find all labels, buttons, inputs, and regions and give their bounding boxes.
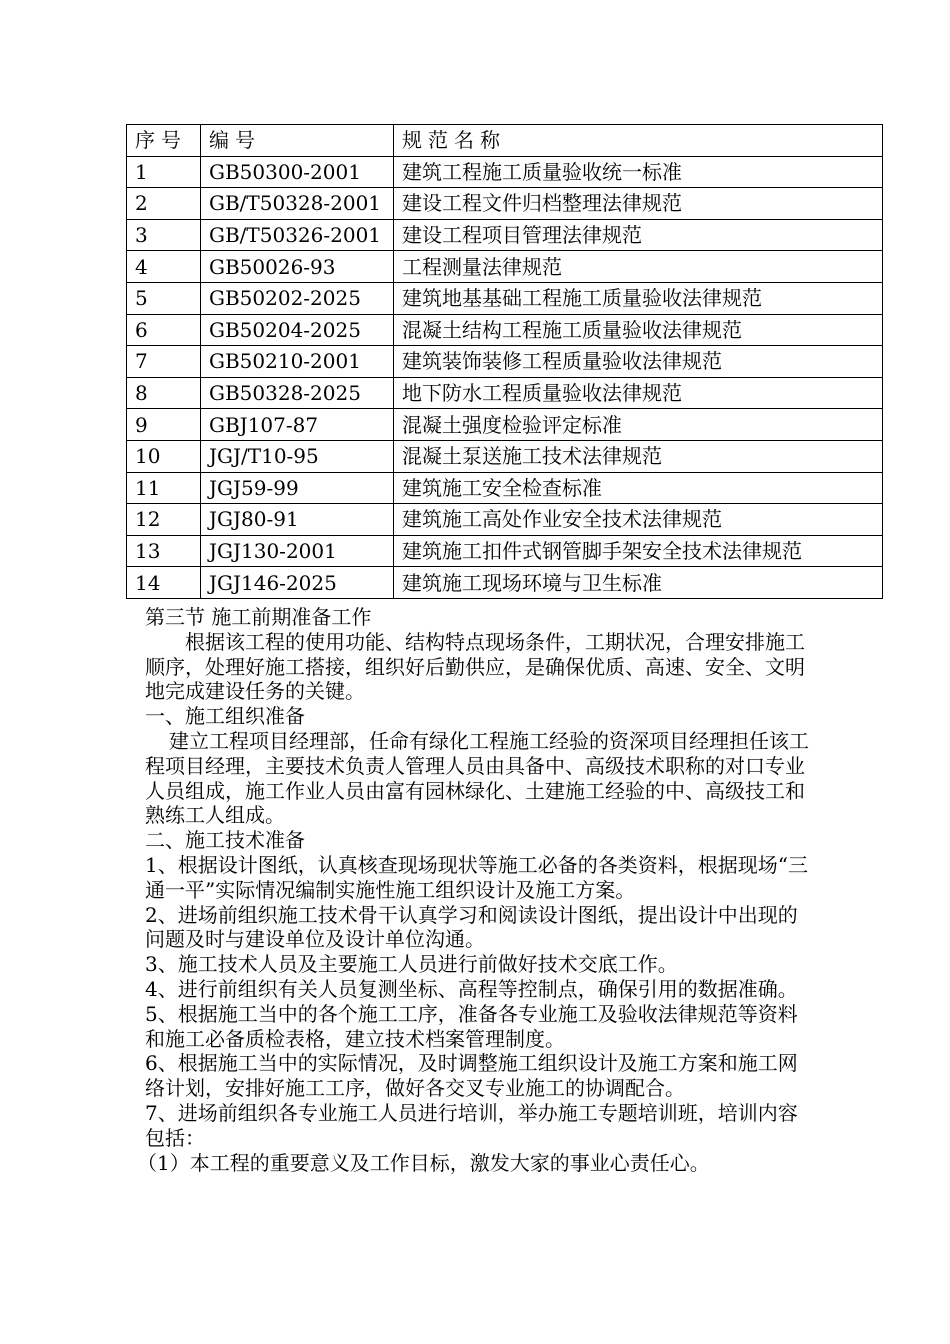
cell-name: 建筑施工高处作业安全技术法律规范 bbox=[394, 504, 883, 536]
cell-name: 建设工程文件归档整理法律规范 bbox=[394, 188, 883, 220]
cell-code: JGJ/T10-95 bbox=[201, 440, 394, 472]
cell-name: 建筑施工现场环境与卫生标准 bbox=[394, 567, 883, 599]
cell-name: 混凝土泵送施工技术法律规范 bbox=[394, 440, 883, 472]
cell-code: GB50204-2025 bbox=[201, 314, 394, 346]
cell-name: 混凝土结构工程施工质量验收法律规范 bbox=[394, 314, 883, 346]
tech-item-1: 1、根据设计图纸，认真核查现场现状等施工必备的各类资料，根据现场“三通一平”实际情况编制实施性施工组织设计及施工方案。 bbox=[145, 852, 808, 902]
header-seq: 序号 bbox=[127, 125, 201, 157]
cell-seq: 12 bbox=[127, 504, 201, 536]
table-row bbox=[127, 219, 883, 251]
table-row bbox=[127, 504, 883, 536]
tech-item-6: 6、根据施工当中的实际情况，及时调整施工组织设计及施工方案和施工网络计划，安排好施工工序，做好各交叉专业施工的协调配合。 bbox=[145, 1051, 798, 1101]
cell-code: GB/T50326-2001 bbox=[201, 219, 394, 251]
header-name: 规范名称 bbox=[394, 125, 883, 157]
cell-name: 工程测量法律规范 bbox=[394, 251, 883, 283]
cell-seq: 8 bbox=[127, 377, 201, 409]
cell-code: GB/T50328-2001 bbox=[201, 188, 394, 220]
cell-seq: 5 bbox=[127, 282, 201, 314]
cell-seq: 4 bbox=[127, 251, 201, 283]
cell-code: GB50328-2025 bbox=[201, 377, 394, 409]
table-row bbox=[127, 567, 883, 599]
section-body bbox=[137, 605, 815, 1175]
table-row bbox=[127, 472, 883, 504]
table-row bbox=[127, 535, 883, 567]
table-row bbox=[127, 377, 883, 409]
table-header-row bbox=[127, 125, 883, 157]
tech-item-3: 3、施工技术人员及主要施工人员进行前做好技术交底工作。 bbox=[145, 952, 678, 977]
cell-code: JGJ146-2025 bbox=[201, 567, 394, 599]
training-sub-item: （1）本工程的重要意义及工作目标，激发大家的事业心责任心。 bbox=[137, 1150, 710, 1175]
cell-seq: 11 bbox=[127, 472, 201, 504]
table-row bbox=[127, 251, 883, 283]
org-paragraph: 建立工程项目经理部，任命有绿化工程施工经验的资深项目经理担任该工程项目经理，主要技术负责人管理人员由具备中、高级技术职称的对口专业人员组成，施工作业人员由富有园林绿化、土建施工经验的中、高级技工和熟练工人组成。 bbox=[145, 728, 809, 828]
section-title: 第三节 施工前期准备工作 bbox=[145, 605, 372, 629]
tech-item-4: 4、进行前组织有关人员复测坐标、高程等控制点，确保引用的数据准确。 bbox=[145, 976, 798, 1001]
cell-name: 混凝土强度检验评定标准 bbox=[394, 409, 883, 441]
tech-heading: 二、施工技术准备 bbox=[145, 828, 305, 853]
cell-name: 地下防水工程质量验收法律规范 bbox=[394, 377, 883, 409]
tech-item-5: 5、根据施工当中的各个施工工序，准备各专业施工及验收法律规范等资料和施工必备质检表格，建立技术档案管理制度。 bbox=[145, 1001, 798, 1051]
cell-seq: 7 bbox=[127, 346, 201, 378]
table-row bbox=[127, 346, 883, 378]
table-row bbox=[127, 188, 883, 220]
cell-code: GB50210-2001 bbox=[201, 346, 394, 378]
cell-seq: 2 bbox=[127, 188, 201, 220]
cell-seq: 1 bbox=[127, 156, 201, 188]
cell-seq: 9 bbox=[127, 409, 201, 441]
table-row bbox=[127, 282, 883, 314]
tech-item-2: 2、进场前组织施工技术骨干认真学习和阅读设计图纸，提出设计中出现的问题及时与建设单位及设计单位沟通。 bbox=[145, 902, 798, 952]
cell-code: JGJ80-91 bbox=[201, 504, 394, 536]
cell-name: 建筑地基基础工程施工质量验收法律规范 bbox=[394, 282, 883, 314]
cell-name: 建筑工程施工质量验收统一标准 bbox=[394, 156, 883, 188]
cell-code: GB50026-93 bbox=[201, 251, 394, 283]
cell-seq: 6 bbox=[127, 314, 201, 346]
table-row bbox=[127, 440, 883, 472]
table-row bbox=[127, 409, 883, 441]
table-row bbox=[127, 314, 883, 346]
cell-name: 建筑施工扣件式钢管脚手架安全技术法律规范 bbox=[394, 535, 883, 567]
table-row bbox=[127, 156, 883, 188]
org-heading: 一、施工组织准备 bbox=[145, 704, 305, 729]
cell-code: GB50300-2001 bbox=[201, 156, 394, 188]
cell-code: GB50202-2025 bbox=[201, 282, 394, 314]
intro-paragraph: 根据该工程的使用功能、结构特点现场条件，工期状况，合理安排施工顺序，处理好施工搭接，组织好后勤供应，是确保优质、高速、安全、文明地完成建设任务的关键。 bbox=[145, 629, 805, 704]
cell-seq: 10 bbox=[127, 440, 201, 472]
cell-seq: 14 bbox=[127, 567, 201, 599]
cell-seq: 3 bbox=[127, 219, 201, 251]
cell-code: JGJ130-2001 bbox=[201, 535, 394, 567]
cell-seq: 13 bbox=[127, 535, 201, 567]
cell-name: 建筑施工安全检查标准 bbox=[394, 472, 883, 504]
cell-name: 建设工程项目管理法律规范 bbox=[394, 219, 883, 251]
cell-code: GBJ107-87 bbox=[201, 409, 394, 441]
cell-name: 建筑装饰装修工程质量验收法律规范 bbox=[394, 346, 883, 378]
tech-item-7: 7、进场前组织各专业施工人员进行培训，举办施工专题培训班，培训内容包括： bbox=[145, 1100, 798, 1150]
cell-code: JGJ59-99 bbox=[201, 472, 394, 504]
header-code: 编号 bbox=[201, 125, 394, 157]
standards-table bbox=[126, 124, 883, 599]
